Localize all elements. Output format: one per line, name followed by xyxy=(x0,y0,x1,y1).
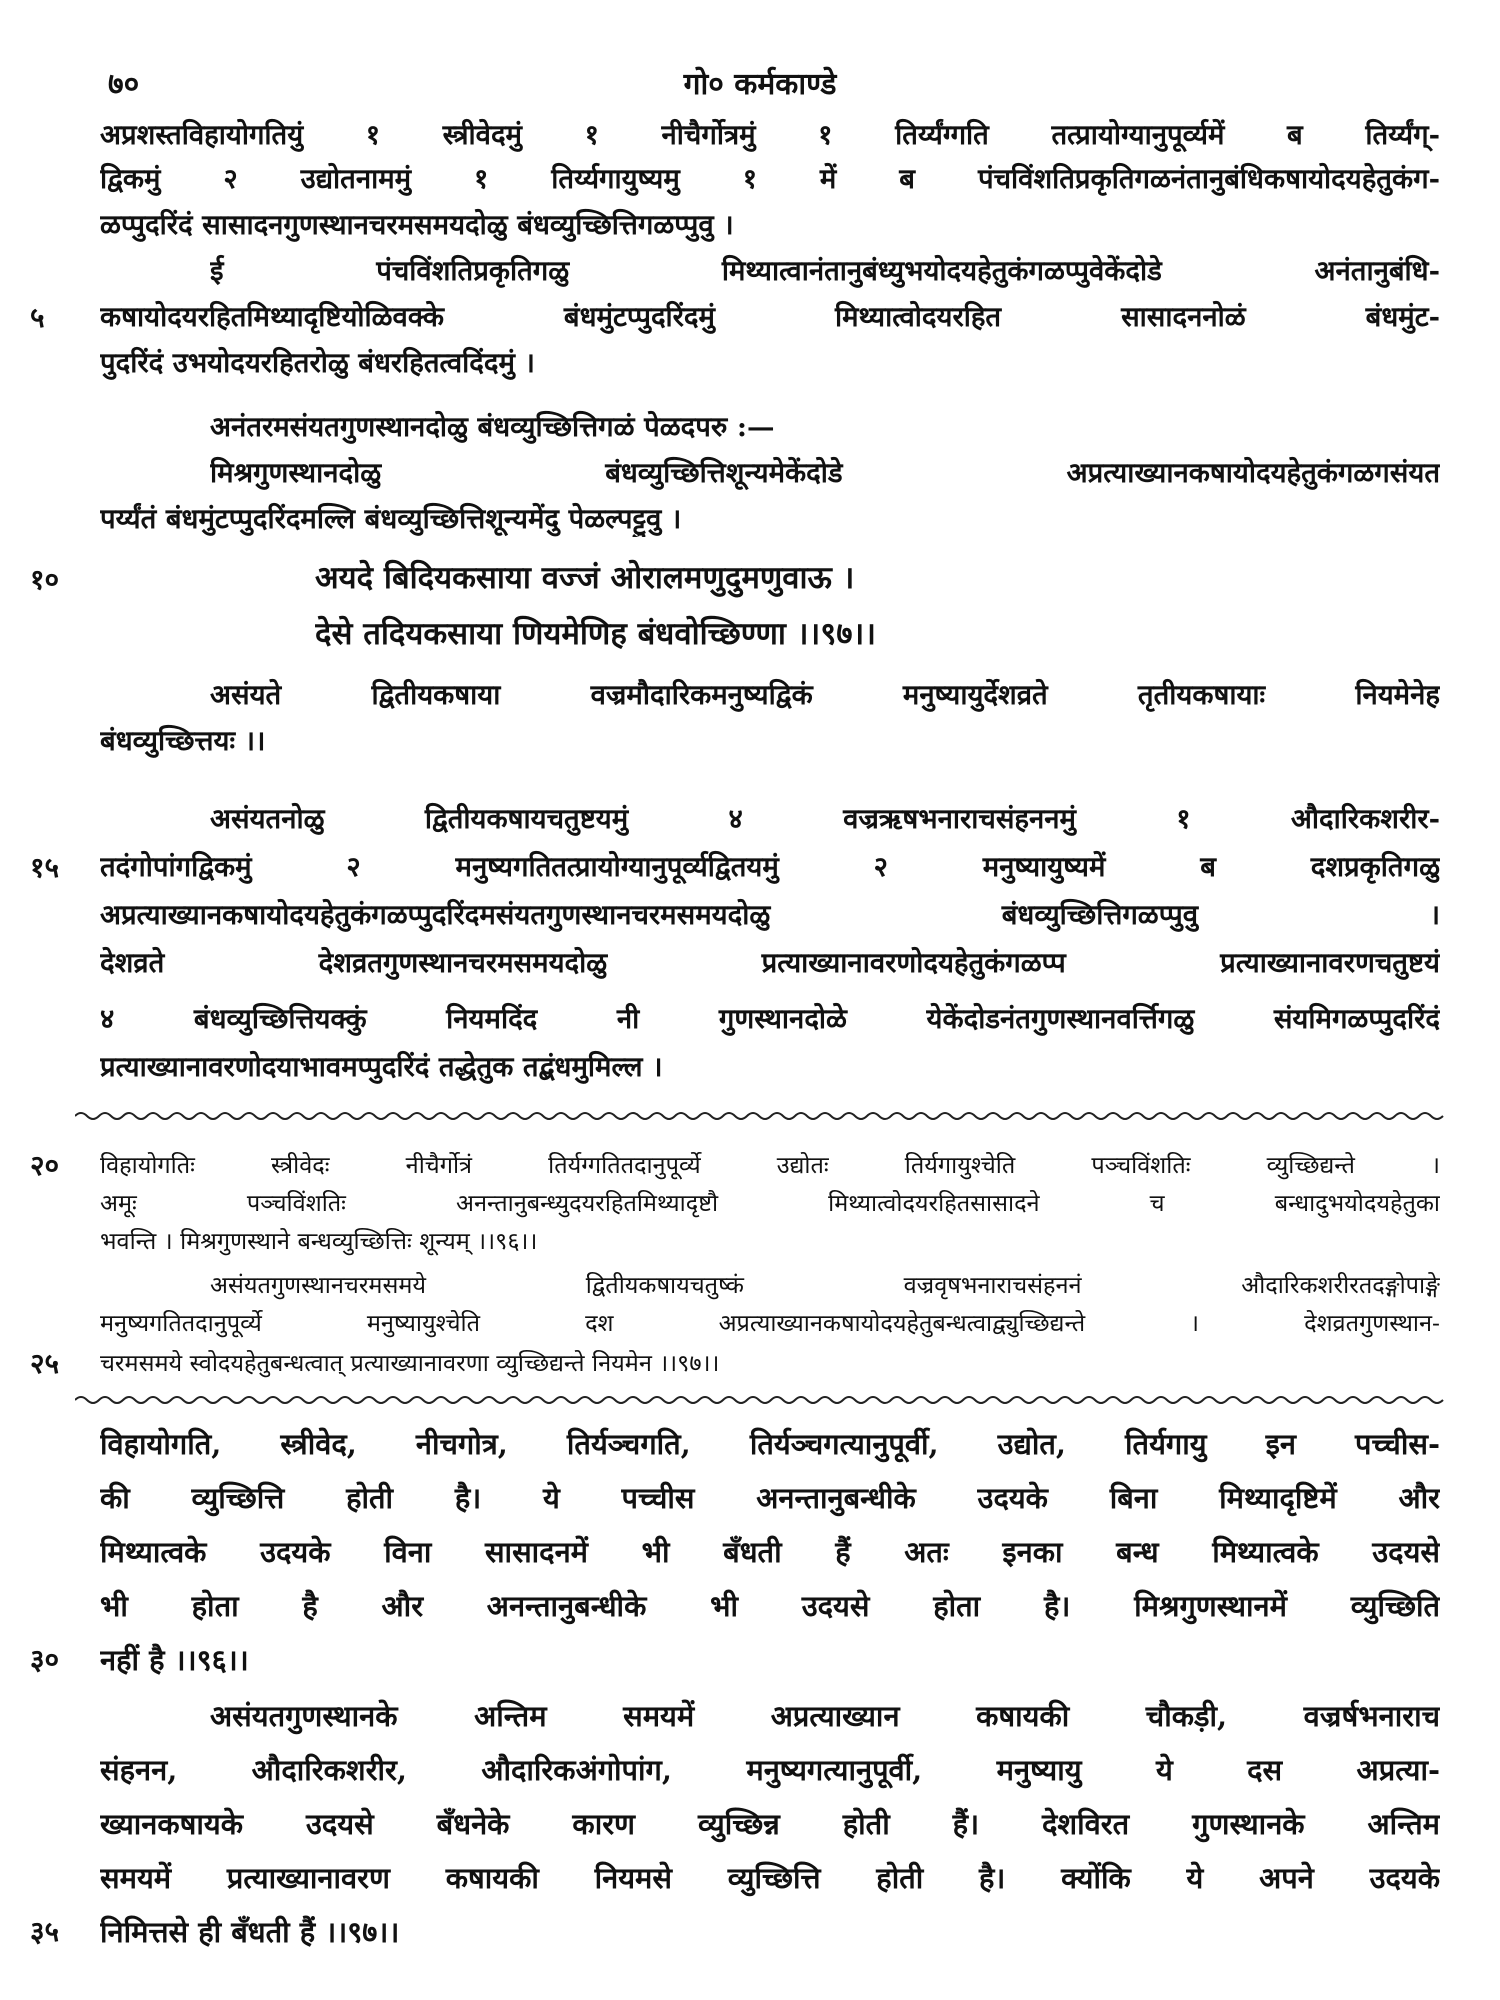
gatha-line: देसे तदियकसाया णियमेणिह बंधवोच्छिण्णा ।।९७।। xyxy=(315,616,876,652)
translation-line: की व्युच्छित्ति होती है। ये पच्चीस अनन्तानुबन्धीके उदयके बिना मिथ्यादृष्टिमें और xyxy=(100,1481,1440,1515)
page-number: ७० xyxy=(108,67,140,102)
text-line: अनंतरमसंयतगुणस्थानदोळु बंधव्युच्छित्तिगळं पेळदपरु :— xyxy=(210,411,775,443)
wavy-divider xyxy=(75,1392,1445,1408)
commentary-line: चरमसमये स्वोदयहेतुबन्धत्वात् प्रत्याख्यानावरणा व्युच्छिद्यन्ते नियमेन ।।९७।। xyxy=(100,1349,720,1377)
translation-line: ख्यानकषायके उदयसे बँधनेके कारण व्युच्छिन्न होती हैं। देशविरत गुणस्थानके अन्तिम xyxy=(100,1807,1440,1841)
commentary-line: अमूः पञ्चविंशतिः अनन्तानुबन्ध्युदयरहितमिथ्यादृष्टौ मिथ्यात्वोदयरहितसासादने च बन्धादुभयोदयहेतुका xyxy=(100,1189,1440,1217)
text-line: प्रत्याख्यानावरणोदयाभावमप्पुदरिंदं तद्धेतुक तद्बंधमुमिल्ल । xyxy=(100,1051,663,1083)
translation-line: विहायोगति, स्त्रीवेद, नीचगोत्र, तिर्यञ्चगति, तिर्यञ्चगत्यानुपूर्वी, उद्योत, तिर्यगायु इन पच्चीस- xyxy=(100,1427,1440,1461)
text-line: पुदरिंदं उभयोदयरहितरोळु बंधरहितत्वदिंदमुं । xyxy=(100,347,535,379)
translation-line: नहीं है ।।९६।। xyxy=(100,1643,249,1677)
text-line: अप्रत्याख्यानकषायोदयहेतुकंगळप्पुदरिंदमसंयतगुणस्थानचरमसमयदोळु बंधव्युच्छित्तिगळप्पुवु । xyxy=(100,899,1440,931)
text-line: अप्रशस्तविहायोगतियुं १ स्त्रीवेदमुं १ नीचैर्गोत्रमुं १ तिर्य्यंग्गति तत्प्रायोग्यानुपूर्व्यमें ब तिर्य्यंग्- xyxy=(100,119,1440,151)
text-line: पर्य्यंतं बंधमुंटप्पुदरिंदमल्लि बंधव्युच्छित्तिशून्यमेंदु पेळल्पट्टुवु । xyxy=(100,503,682,535)
translation-line: समयमें प्रत्याख्यानावरण कषायकी नियमसे व्युच्छित्ति होती है। क्योंकि ये अपने उदयके xyxy=(100,1861,1440,1895)
line-number: २० xyxy=(30,1149,60,1182)
commentary-line: भवन्ति । मिश्रगुणस्थाने बन्धव्युच्छित्तिः शून्यम् ।।९६।। xyxy=(100,1227,538,1255)
translation-line: संहनन, औदारिकशरीर, औदारिकअंगोपांग, मनुष्यगत्यानुपूर्वी, मनुष्यायु ये दस अप्रत्या- xyxy=(100,1753,1440,1787)
page-header xyxy=(100,62,1420,112)
commentary-line: विहायोगतिः स्त्रीवेदः नीचैर्गोत्रं तिर्यग्गतितदानुपूर्व्ये उद्योतः तिर्यगायुश्चेति पञ्चविंशतिः व्युच्छिद्यन्ते । xyxy=(100,1151,1440,1179)
text-line: देशव्रते देशव्रतगुणस्थानचरमसमयदोळु प्रत्याख्यानावरणोदयहेतुकंगळप्प प्रत्याख्यानावरणचतुष्टयं xyxy=(100,947,1440,979)
translation-line: भी होता है और अनन्तानुबन्धीके भी उदयसे होता है। मिश्रगुणस्थानमें व्युच्छिति xyxy=(100,1589,1440,1623)
translation-line: असंयतगुणस्थानके अन्तिम समयमें अप्रत्याख्यान कषायकी चौकड़ी, वज्रर्षभनाराच xyxy=(210,1699,1440,1733)
text-line: कषायोदयरहितमिथ्यादृष्टियोळिवक्के बंधमुंटप्पुदरिंदमुं मिथ्यात्वोदयरहित सासादननोळं बंधमुंट- xyxy=(100,301,1440,333)
text-line: मिश्रगुणस्थानदोळु बंधव्युच्छित्तिशून्यमेकेंदोडे अप्रत्याख्यानकषायोदयहेतुकंगळगसंयत xyxy=(210,457,1440,489)
running-title: गो० कर्मकाण्डे xyxy=(683,67,837,102)
text-line: असंयतनोळु द्वितीयकषायचतुष्टयमुं ४ वज्रऋषभनाराचसंहननमुं १ औदारिकशरीर- xyxy=(210,803,1440,835)
line-number: १० xyxy=(30,563,60,596)
translation-line: मिथ्यात्वके उदयके विना सासादनमें भी बँधती हैं अतः इनका बन्ध मिथ्यात्वके उदयसे xyxy=(100,1535,1440,1569)
chaya-line: असंयते द्वितीयकषाया वज्रमौदारिकमनुष्यद्विकं मनुष्यायुर्देशव्रते तृतीयकषायाः नियमेनेह xyxy=(210,679,1440,711)
wavy-divider xyxy=(75,1108,1445,1124)
line-number: ३० xyxy=(30,1643,60,1676)
gatha-line: अयदे बिदियकसाया वज्जं ओरालमणुदुमणुवाऊ । xyxy=(315,560,855,596)
text-line: ई पंचविंशतिप्रकृतिगळु मिथ्यात्वानंतानुबंध्युभयोदयहेतुकंगळप्पुवेकेंदोडे अनंतानुबंधि- xyxy=(210,255,1440,287)
commentary-line: असंयतगुणस्थानचरमसमये द्वितीयकषायचतुष्कं वज्रवृषभनाराचसंहननं औदारिकशरीरतदङ्गोपाङ्गे xyxy=(210,1271,1440,1299)
line-number: ५ xyxy=(30,301,45,334)
translation-line: निमित्तसे ही बँधती हैं ।।९७।। xyxy=(100,1915,400,1949)
text-line: ४ बंधव्युच्छित्तियक्कुं नियमदिंद नी गुणस्थानदोळे येकेंदोडनंतगुणस्थानवर्त्तिगळु संयमिगळप्पुदरिंदं xyxy=(100,1003,1440,1035)
line-number: १५ xyxy=(30,851,60,884)
chaya-line: बंधव्युच्छित्तयः ।। xyxy=(100,725,266,757)
text-line: ळप्पुदरिंदं सासादनगुणस्थानचरमसमयदोळु बंधव्युच्छित्तिगळप्पुवु । xyxy=(100,209,734,241)
line-number: २५ xyxy=(30,1347,60,1380)
commentary-line: मनुष्यगतितदानुपूर्व्ये मनुष्यायुश्चेति दश अप्रत्याख्यानकषायोदयहेतुबन्धत्वाद्व्युच्छिद्यन्ते । देशव्रतगुणस्थान- xyxy=(100,1309,1440,1337)
text-line: द्विकमुं २ उद्योतनाममुं १ तिर्य्यगायुष्यमु १ में ब पंचविंशतिप्रकृतिगळनंतानुबंधिकषायोदयहेतुकंग- xyxy=(100,163,1440,195)
text-line: तदंगोपांगद्विकमुं २ मनुष्यगतितत्प्रायोग्यानुपूर्व्यद्वितयमुं २ मनुष्यायुष्यमें ब दशप्रकृतिगळु xyxy=(100,851,1440,883)
line-number: ३५ xyxy=(30,1915,60,1948)
